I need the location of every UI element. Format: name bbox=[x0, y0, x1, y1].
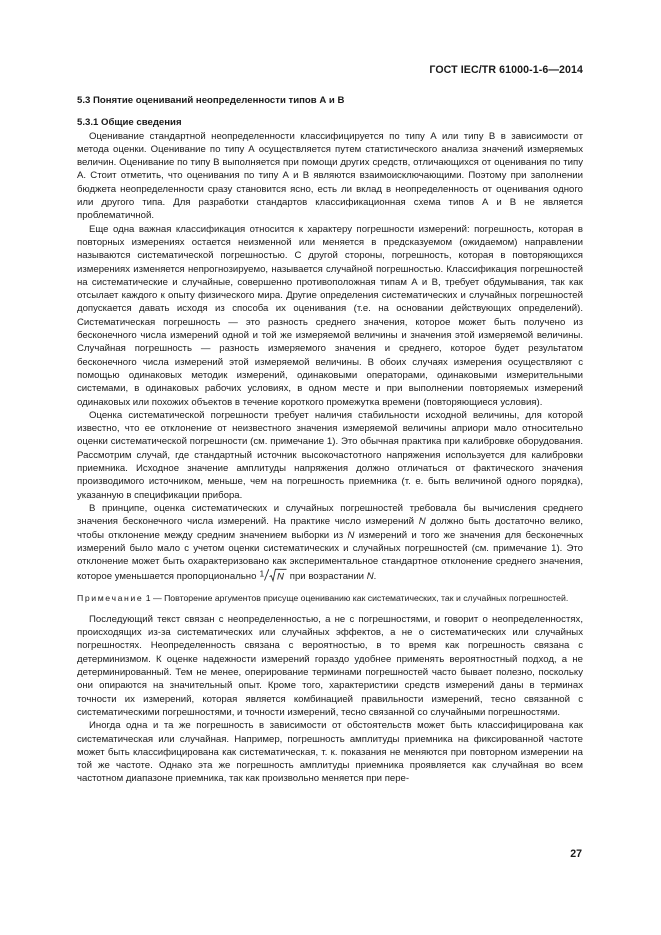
paragraph-1: Оценивание стандартной неопределенности классифицируется по типу А или типу В в зависимости от метода оценки. Оценивание по типу А осуществляется путем статистического анализа значений измеряемых величин. Оценивание по типу В выполняется при помощи других средств, отличающихся от оценивания по типу А. Стоит отметить, что оценивания по типу А и В являются взаимоисключающими. Поэтому при заполнении бюджета неопределенности сразу становится ясно, есть ли вклад в неопределенность от оценивания одного или другого типа. Для разработки стандартов классификационная схема типов А и В не является проблематичной. bbox=[77, 130, 583, 222]
paragraph-5: Последующий текст связан с неопределенностью, а не с погрешностями, и говорит о неопределенностях, происходящих из-за систематических или случайных эффектов, а не о систематических или случайных погрешностях. Неопределенность связана с вероятностью, в то время как погрешность связана с детерминизмом. К оценке надежности измерений гораздо удобнее применять вероятностный подход, а не детерминированный. Тем не менее, оперирование терминами погрешностей часто бывает полезно, поскольку они опираются на значительный опыт. Кроме того, характеристики средств измерений даны в терминах точности их измерений, которая является комбинацией правильности измерений, тесно связанной с систематическими погрешностями, и точности измерений, тесно связанной со случайными погрешностями. bbox=[77, 613, 583, 718]
page-content bbox=[77, 94, 583, 786]
note-text: 1 — Повторение аргументов присуще оцениванию как систематических, так и случайных погрешностей. bbox=[145, 592, 569, 603]
inverse-sqrt-n-expression bbox=[259, 568, 287, 583]
fraction-denominator: N bbox=[277, 571, 285, 583]
fraction-slash bbox=[265, 570, 269, 581]
paragraph-2: Еще одна важная классификация относится к характеру погрешности измерений: погрешность, которая в повторных измерениях остается неизменной или меняется в предсказуемом (ожидаемом) направлении называются систематической погрешностью. С другой стороны, погрешность, которая в повторяющихся измерениях изменяется непрогнозируемо, называется случайной погрешностью. Классификация погрешностей на систематические и случайные, совершенно противоположная типам А и В, требует обдумывания, так как отсылает каждого к опыту физического мира. Другие определения систематических и случайных погрешностей допускается давать исходя из способа их оценивания (т.е. на основании действующих определений). Систематическая погрешность — это разность среднего значения, которое может быть получено из бесконечного числа измерений одной и той же измеряемой величины и значения этой измеряемой величины. Случайная погрешность — разность измеряемого значения и среднего, которое будет результатом бесконечного числа измерений этой измеряемой величины. В обоих случаях измерения осуществляют с помощью одинаковых методик измерений, одинаковыми операторами, одинаковыми измерительными системами, в одинаковых рабочих условиях, в одном месте и при выполнении повторяемых измерений одинаковых или похожих объектов в течение короткого промежутка времени (повторяющиеся условия). bbox=[77, 223, 583, 408]
fraction-numerator: 1 bbox=[259, 568, 265, 579]
section-heading: 5.3 Понятие оцениваний неопределенности типов А и В bbox=[77, 95, 345, 106]
variable-n: N bbox=[366, 571, 374, 583]
paragraph-4-part-d: при возрастании bbox=[289, 571, 365, 583]
paragraph-4-part-c: измерений и того же значения для бесконечных измерений было мало с учетом оценки систематических и случайных погрешностей (см. примечание 1). Это отклонение может быть охарактеризовано как экспериментальное стандартное отклонение среднего значения, которое уменьшается пропорционально bbox=[77, 529, 584, 583]
page-number: 27 bbox=[570, 848, 582, 860]
variable-n: N bbox=[418, 516, 426, 528]
paragraph-4-part-e: . bbox=[373, 571, 377, 583]
standard-designation: ГОСТ IEC/TR 61000-1-6—2014 bbox=[429, 64, 583, 76]
note-1 bbox=[77, 592, 583, 604]
inverse-sqrt-n-symbol bbox=[259, 568, 287, 582]
paragraph-4 bbox=[77, 502, 583, 584]
subsection-heading: 5.3.1 Общие сведения bbox=[77, 117, 182, 129]
paragraph-4-part-b: должно быть достаточно велико, чтобы отклонение между средним значением выборки из bbox=[77, 516, 583, 541]
paragraph-4-part-a: В принципе, оценка систематических и случайных погрешностей требовала бы вычисления среднего значения бесконечного числа измерений. На практике число измерений bbox=[77, 502, 583, 528]
note-label: Примечание bbox=[77, 592, 144, 603]
paragraph-6: Иногда одна и та же погрешность в зависимости от обстоятельств может быть классифицирована как систематическая или случайная. Например, погрешность амплитуды приемника на фиксированной частоте может быть классифицирована как систематическая, т. к. показания не меняются при повторном измерении на той же частоте. Однако эта же погрешность амплитуды приемника проявляется как случайная во всем частотном диапазоне приемника, так как произвольно меняется при пере- bbox=[77, 720, 583, 785]
paragraph-3: Оценка систематической погрешности требует наличия стабильности исходной величины, для которой известно, что ее отклонение от неизвестного значения измеряемой величины априори мало относительно оценки систематической погрешности (см. примечание 1). Это обычная практика при калибровке оборудования. Рассмотрим случай, где стандартный источник высокочастотного напряжения используется для калибровки приемника. Исходное значение амплитуды напряжения должно отличаться от фактического значения производимого источником, меньше, чем на погрешность приемника (т. е. быть величиной одного порядка), указанную в спецификации прибора. bbox=[77, 409, 583, 501]
variable-n: N bbox=[347, 529, 355, 541]
